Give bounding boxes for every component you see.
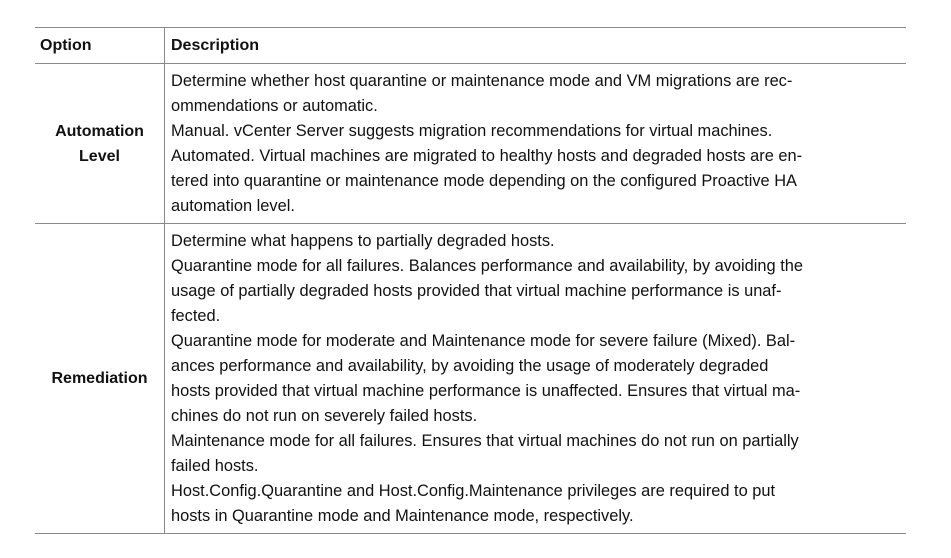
description-line: Automated. Virtual machines are migrated to healthy hosts and degraded hosts are en-	[171, 147, 803, 165]
description-line: chines do not run on severely failed hosts.	[171, 407, 478, 425]
description-line: hosts in Quarantine mode and Maintenance mode, respectively.	[171, 507, 634, 525]
description-line: ances performance and availability, by avoiding the usage of moderately degraded	[171, 357, 769, 375]
option-cell	[35, 224, 165, 533]
option-label-line: Automation	[55, 122, 144, 140]
description-line: hosts provided that virtual machine performance is unaffected. Ensures that virtual ma-	[171, 382, 801, 400]
description-line: Manual. vCenter Server suggests migration recommendations for virtual machines.	[171, 122, 773, 140]
description-line: Maintenance mode for all failures. Ensures that virtual machines do not run on partially	[171, 432, 799, 450]
description-cell	[165, 64, 906, 223]
header-description: Description	[171, 37, 260, 54]
description-line: automation level.	[171, 197, 295, 215]
option-label-line: Remediation	[51, 370, 148, 387]
description-line: fected.	[171, 307, 221, 325]
description-line: failed hosts.	[171, 457, 259, 475]
description-line: Determine what happens to partially degraded hosts.	[171, 232, 555, 250]
option-label	[51, 366, 147, 391]
description-line: Host.Config.Quarantine and Host.Config.Maintenance privileges are required to put	[171, 482, 776, 500]
header-option: Option	[35, 28, 165, 63]
description-line: Quarantine mode for all failures. Balances performance and availability, by avoiding the	[171, 257, 803, 275]
table-header-row	[35, 27, 906, 64]
description-line: tered into quarantine or maintenance mode depending on the configured Proactive HA	[171, 172, 797, 190]
option-label	[55, 119, 144, 169]
description-cell	[165, 224, 906, 533]
options-table	[35, 27, 906, 534]
description-line: Determine whether host quarantine or maintenance mode and VM migrations are rec-	[171, 72, 793, 90]
table-row-remediation	[35, 224, 906, 534]
description-line: usage of partially degraded hosts provided that virtual machine performance is unaf-	[171, 282, 782, 300]
description-line: Quarantine mode for moderate and Maintenance mode for severe failure (Mixed). Bal-	[171, 332, 796, 350]
description-line: ommendations or automatic.	[171, 97, 378, 115]
table-row-automation-level	[35, 64, 906, 224]
option-label-line: Level	[79, 147, 120, 165]
option-cell	[35, 64, 165, 223]
